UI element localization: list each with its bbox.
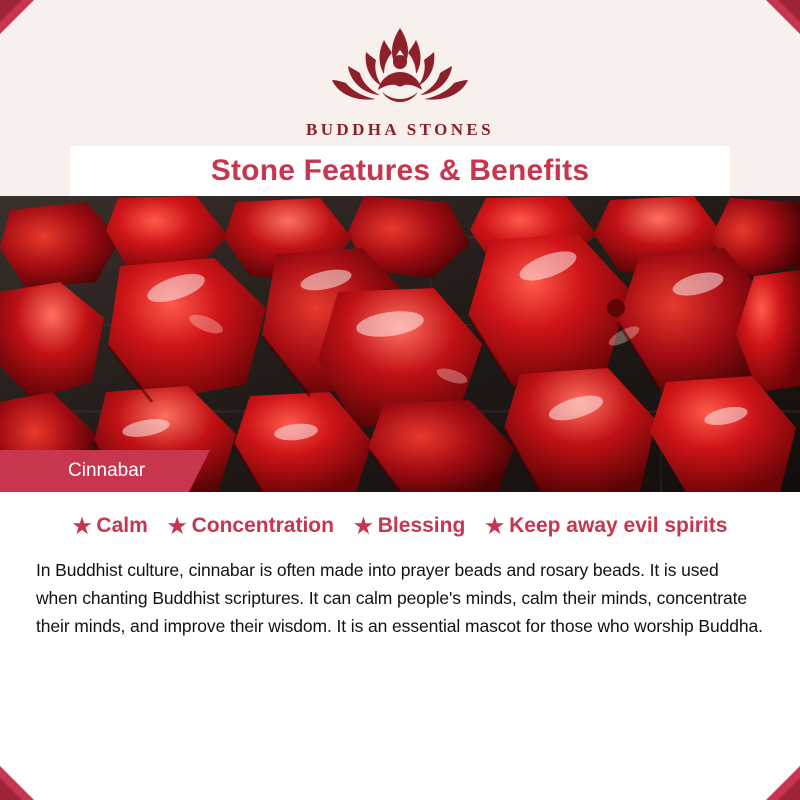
header [0, 0, 800, 196]
corner-decoration-top-left-inner [0, 0, 22, 22]
benefit-label: Blessing [377, 514, 466, 537]
benefit-label: Calm [96, 514, 148, 537]
benefit-item [354, 514, 465, 538]
benefits-list [36, 514, 764, 538]
benefit-item [485, 514, 727, 538]
brand-name: BUDDHA STONES [306, 120, 494, 139]
benefit-item [73, 514, 148, 538]
title-banner [70, 146, 730, 196]
corner-decoration-bottom-left-inner [0, 778, 22, 800]
star-icon: ★ [72, 514, 92, 538]
benefit-label: Keep away evil spirits [509, 514, 728, 537]
benefit-item [168, 514, 334, 538]
stone-name: Cinnabar [68, 460, 146, 481]
description-paragraph: In Buddhist culture, cinnabar is often made into prayer beads and rosary beads. It is used when chanting Buddhist scriptures. It can calm people's minds, calm their minds, concentrate their minds, and improve their wisdom. It is an essential mascot for those who worship Buddha. [36, 559, 763, 637]
stone-name-tab [0, 450, 189, 492]
cinnabar-stones-image [0, 196, 800, 492]
page-title: Stone Features & Benefits [210, 154, 590, 187]
footer-spacer [0, 658, 800, 718]
star-icon: ★ [485, 514, 505, 538]
corner-decoration-bottom-right-inner [778, 778, 800, 800]
content-section [0, 492, 800, 641]
star-icon: ★ [167, 514, 187, 538]
stone-photo [0, 196, 800, 492]
benefit-label: Concentration [191, 514, 334, 537]
lotus-meditation-icon [310, 26, 490, 112]
corner-decoration-top-right-inner [778, 0, 800, 22]
brand-logo [0, 0, 800, 140]
star-icon: ★ [353, 514, 373, 538]
